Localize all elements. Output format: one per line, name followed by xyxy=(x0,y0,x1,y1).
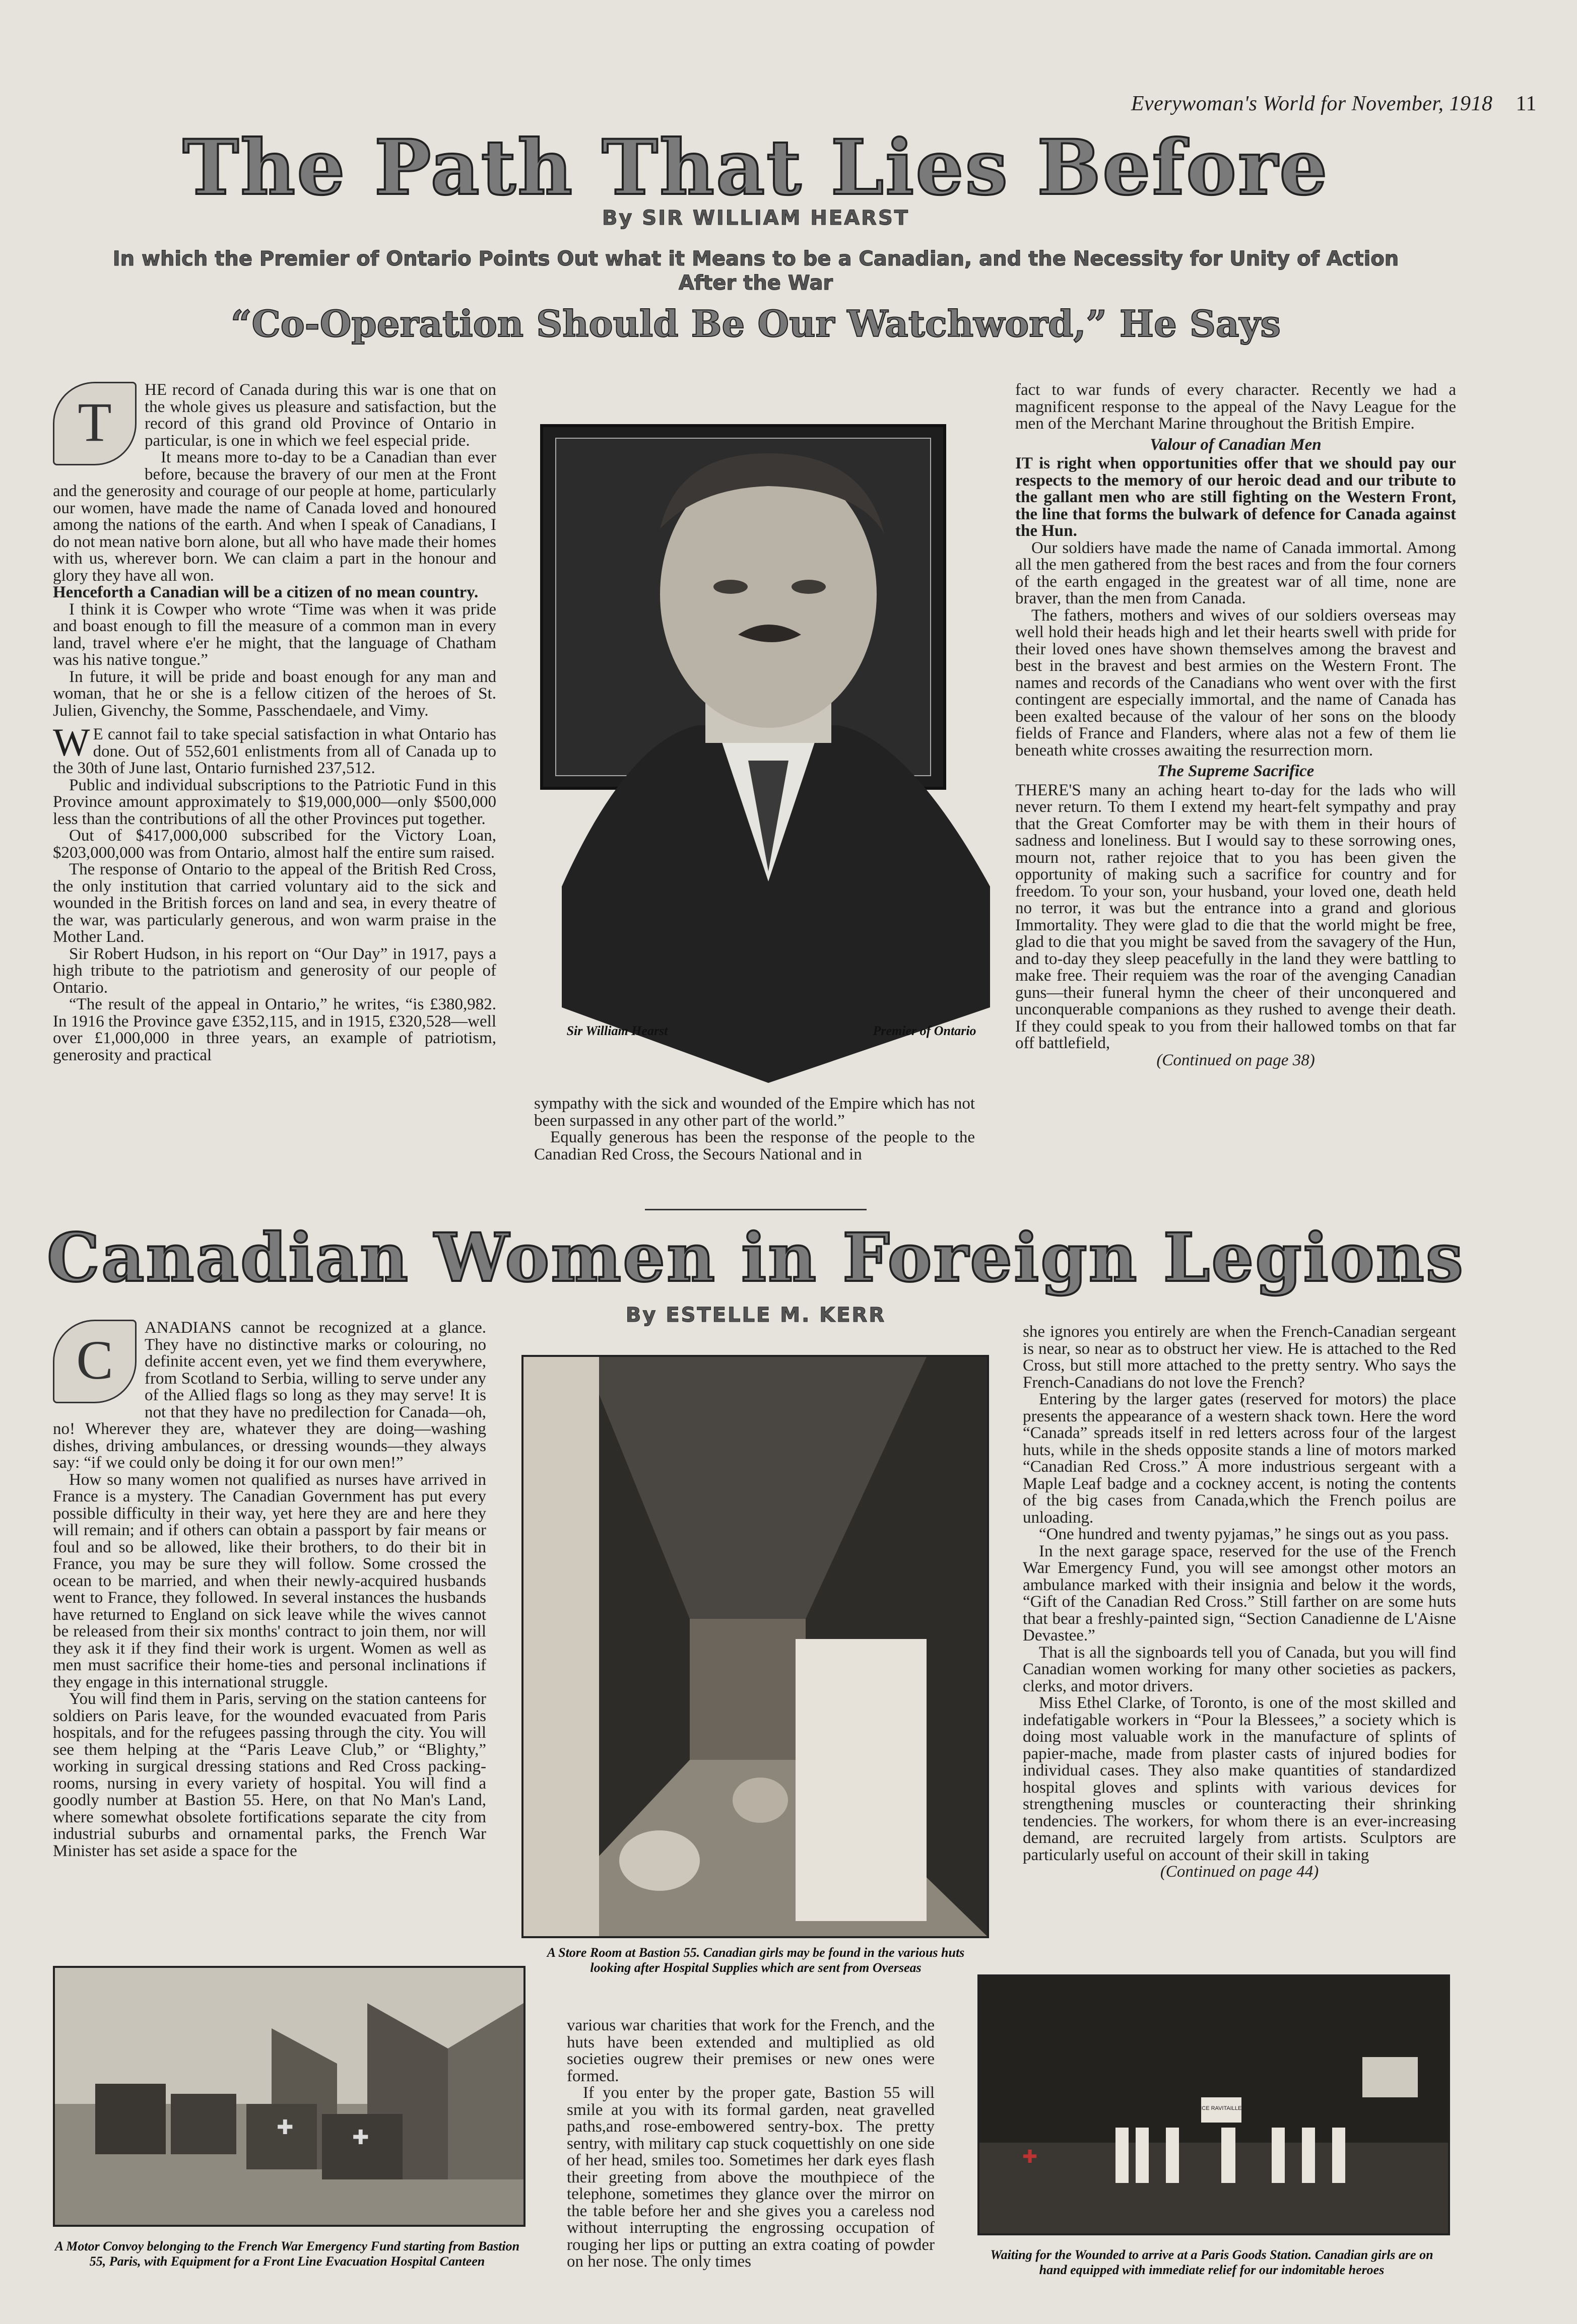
section-heading-sacrifice: The Supreme Sacrifice xyxy=(1157,762,1315,780)
dropcap-c: C xyxy=(53,1320,137,1403)
paragraph: In future, it will be pride and boast enough for any man and woman, that he or she is a fellow citizen of the heroes of St. Julien, Givenchy, the Somme, Passchendaele, and Vimy. xyxy=(53,667,496,720)
paragraph: “One hundred and twenty pyjamas,” he sings out as you pass. xyxy=(1039,1525,1449,1543)
paragraph: fact to war funds of every character. Recently we had a magnificent response to the appeal of the Navy League for the men of the Merchant Marine throughout the British Empire. xyxy=(1015,381,1456,433)
paragraph: Miss Ethel Clarke, of Toronto, is one of the most skilled and indefatigable workers in “Pour la Blessees,” a society which is doing most valuable work in the manufacture of splints of papier-mache, made from plaster casts of injured bodies for individual cases. They also make quantities of standardized hospital gloves and splints with various devices for strengthening muscles or counteracting their shrinking tendencies. The workers, for whom there is an ever-increasing demand, are recruited largely from artists. Sculptors are particularly useful on account of their skill in taking xyxy=(1023,1694,1456,1864)
article1-column-2 xyxy=(534,1096,975,1163)
paragraph: Public and individual subscriptions to the Patriotic Fund in this Province amount approximately to $19,000,000—only $500,000 less than the contributions of all the other Provinces put together. xyxy=(53,776,496,828)
article1-byline: By SIR WILLIAM HEARST xyxy=(602,207,910,230)
paragraph: It means more to-day to be a Canadian than ever before, because the bravery of our men at the Front and the generosity and courage of our people at home, particularly our women, have made the name of Canada loved and honoured among the nations of the earth. And when I speak of Canadians, I do not mean native born alone, but all who have made their homes with us, wherever born. We can claim a part in the honour and glory they have all won. xyxy=(53,448,496,585)
article1-title: The Path That Lies Before xyxy=(182,123,1329,212)
photo-motor-convoy xyxy=(53,1966,525,2227)
caption-goods-station: Waiting for the Wounded to arrive at a Paris Goods Station. Canadian girls are on hand equipped with immediate relief for our indomitable heroes xyxy=(990,2247,1433,2277)
section-heading-valour: Valour of Canadian Men xyxy=(1150,435,1322,454)
initial-w: W xyxy=(53,720,90,764)
article1-dek: In which the Premier of Ontario Points Out what it Means to be a Canadian, and the Necessity for Unity of Action After the War xyxy=(112,247,1399,295)
article2-column-1 xyxy=(53,1320,486,1860)
paragraph: That is all the signboards tell you of Canada, but you will find Canadian women working for many other societies as packers, clerks, and motor drivers. xyxy=(1023,1643,1456,1695)
magazine-name: Everywoman's World for November, 1918 xyxy=(1131,92,1493,115)
article2-byline: By ESTELLE M. KERR xyxy=(625,1304,886,1327)
paragraph: sympathy with the sick and wounded of the Empire which has not been surpassed in any other part of the world.” xyxy=(534,1095,975,1130)
paragraph: Out of $417,000,000 subscribed for the Victory Loan, $203,000,000 was from Ontario, almost half the entire sum raised. xyxy=(53,827,496,862)
paragraph: THERE'S many an aching heart to-day for the lads who will never return. To them I extend my heart-felt sympathy and pray that the Great Comforter may be with them in their hours of sadness and loneliness. But I would say to these sorrowing ones, mourn not, rather rejoice that to you has been given the opportunity of making such a sacrifice for country and for freedom. To your son, your husband, your loved one, death held no terror, it was but the entrance into a grand and glorious Immortality. They were glad to die that the world might be free, glad to die that you might be saved from the savagery of the Hun, and to-day they sleep peacefully in the land they were battling to make free. Their requiem was the roar of the avenging Canadian guns—their funeral hymn the cheer of their unconquered and unconquerable companions as they rushed to avenge their death. If they could speak to you from their hallowed tombs on that far off battlefield, xyxy=(1015,781,1456,1052)
paragraph: How so many women not qualified as nurses have arrived in France is a mystery. The Canadian Government has put every possible difficulty in their way, yet here they are and here they will remain; and if others can obtain a passport by fair means or foul and so be allowed, like their brothers, to do their bit in France, you may be sure they will follow. Some crossed the ocean to be married, and when their newly-acquired husbands went to France, they followed. In several instances the husbands have returned to England on sick leave while the wives cannot be released from their six months' contract to join them, nor will they ask it if they find their work is urgent. Women as well as men must sacrifice their home-ties and personal inclinations if they engage in this international struggle. xyxy=(53,1470,486,1691)
divider-rule xyxy=(645,1209,867,1210)
paragraph: In the next garage space, reserved for the use of the French War Emergency Fund, you will see amongst other motors an ambulance marked with their insignia and below it the words, “Gift of the Canadian Red Cross.” Still farther on are some huts that bear a freshly-painted sign, “Section Canadienne de L'Aisne Devastee.” xyxy=(1023,1542,1456,1645)
article1-column-3 xyxy=(1015,382,1456,1069)
article1-subhead: “Co-Operation Should Be Our Watchword,” He Says xyxy=(231,302,1281,345)
paragraph: The fathers, mothers and wives of our soldiers overseas may well hold their heads high and let their hearts swell with pride for their loved ones have shown themselves among the bravest and best in the bravest and best armies on the Western Front. The names and records of the Canadians who went over with the first contingent are especially immortal, and the name of Canada has been exalted because of the valour of her sons on the bloody fields of France and Flanders, where alas not a few of them lie beneath white crosses awaiting the resurrection morn. xyxy=(1015,606,1456,760)
paragraph-bold: Henceforth a Canadian will be a citizen of no mean country. xyxy=(53,583,479,601)
portrait-caption-right: Premier of Ontario xyxy=(873,1023,976,1038)
paragraph: IT is right when opportunities offer that we should pay our respects to the memory of our heroic dead and our tribute to the gallant men who are still fighting on the Western Front, the line that forms the bulwark of defence for Canada against the Hun. xyxy=(1015,454,1456,540)
paragraph: You will find them in Paris, serving on the station canteens for soldiers on Paris leave, for the wounded evacuated from Paris hospitals, and for the refugees passing through the city. You will see them helping at the “Paris Leave Club,” or “Blighty,” working in surgical dressing stations and Red Cross packing-rooms, nursing in every variety of hospital. You will find a goodly number at Bastion 55. Here, on that No Man's Land, where somewhat obsolete fortifications separate the city from industrial suburbs and ornamental parks, the French War Minister has set aside a space for the xyxy=(53,1690,486,1860)
article1-column-1 xyxy=(53,382,496,1064)
paragraph: The response of Ontario to the appeal of the British Red Cross, the only institution that carried voluntary aid to the sick and wounded in the British forces on land and sea, in every theatre of the war, was particularly generous, and won warm praise in the Mother Land. xyxy=(53,860,496,946)
paragraph: I think it is Cowper who wrote “Time was when it was pride and boast enough to fill the measure of a common man in every land, travel where e'er he might, that the language of Chatham was his native tongue.” xyxy=(53,600,496,669)
article2-column-2 xyxy=(567,2017,935,2271)
paragraph: Equally generous has been the response of the people to the Canadian Red Cross, the Secours National and in xyxy=(534,1128,975,1164)
station-sign: SERVICE RAVITAILLEMENT xyxy=(1185,2105,1258,2111)
paragraph: Entering by the larger gates (reserved for motors) the place presents the appearance of a western shack town. Here the word “Canada” spreads itself in red letters across four of the largest huts, while in the sheds opposite stands a line of motors marked “Canadian Red Cross.” A more industrious sergeant with a Maple Leaf badge and a cockney accent, is noting the contents of the big cases from Canada,which the French poilus are unloading. xyxy=(1023,1390,1456,1527)
article2-column-3 xyxy=(1023,1324,1456,1881)
svg-text:✚: ✚ xyxy=(1022,2147,1038,2167)
continued-note: (Continued on page 38) xyxy=(1156,1051,1315,1069)
caption-store-room: A Store Room at Bastion 55. Canadian girls may be found in the various huts looking after Hospital Supplies which are sent from Overseas xyxy=(547,1945,965,1975)
paragraph: If you enter by the proper gate, Bastion 55 will smile at you with its formal garden, neat gravelled paths,and rose-embowered sentry-box. The pretty sentry, with military cap stuck coquettishly on one side of her head, smiles too. Sometimes her dark eyes flash their greeting from above the mouthpiece of the telephone, sometimes they glance over the mirror on the table before her and she gives you a careless nod without interrupting the engrossing occupation of rouging her lips or putting an extra coating of powder on her nose. The only times xyxy=(567,2084,935,2271)
continued-note: (Continued on page 44) xyxy=(1160,1863,1319,1881)
portrait-caption-left: Sir William Hearst xyxy=(566,1023,668,1038)
svg-text:✚: ✚ xyxy=(352,2126,369,2149)
paragraph: HE record of Canada during this war is one that on the whole gives us pleasure and satisfaction, but the record of this grand old Province of Ontario in particular, is one in which we feel especial pride. xyxy=(145,381,496,450)
paragraph: Sir Robert Hudson, in his report on “Our Day” in 1917, pays a high tribute to the patriotism and generosity of our people of Ontario. xyxy=(53,944,496,997)
paragraph: “The result of the appeal in Ontario,” he writes, “is £380,982. In 1916 the Province gave £352,115, and in 1915, £320,528—well over £1,000,000 in three years, an example of patriotism, generosity and practical xyxy=(53,995,496,1064)
photo-goods-station xyxy=(977,1974,1450,2235)
page-number: 11 xyxy=(1516,92,1537,115)
article2-title: Canadian Women in Foreign Legions xyxy=(46,1219,1465,1297)
paragraph: various war charities that work for the French, and the huts have been extended and multiplied as old societies ougrew their premises or new ones were formed. xyxy=(567,2016,935,2085)
paragraph: ANADIANS cannot be recognized at a glance. They have no distinctive marks or colouring, no definite accent even, yet we find them everywhere, from Scotland to Serbia, willing to serve under any of the Allied flags so long as they may serve! It is not that they have no predilection for Canada—oh, no! Wherever they are, whatever they are doing—washing dishes, driving ambulances, or dressing wounds—they always say: “if we could only be doing it for our own men!” xyxy=(53,1319,486,1472)
running-head xyxy=(1131,92,1537,116)
portrait-sir-william-hearst xyxy=(537,378,1000,1093)
dropcap-t: T xyxy=(53,382,137,465)
photo-store-room xyxy=(521,1355,989,1938)
paragraph: she ignores you entirely are when the French-Canadian sergeant is near, so near as to obstruct her view. He is attached to the Red Cross, but still more attached to the pretty sentry. Who says the French-Canadians do not love the French? xyxy=(1023,1323,1456,1392)
caption-motor-convoy: A Motor Convoy belonging to the French War Emergency Fund starting from Bastion 55, Paris, with Equipment for a Front Line Evacuation Hospital Canteen xyxy=(54,2239,520,2269)
paragraph: W E cannot fail to take special satisfaction in what Ontario has done. Out of 552,601 enlistments from all of Canada up to the 30th of June last, Ontario furnished 237,512. xyxy=(53,720,496,777)
paragraph: Our soldiers have made the name of Canada immortal. Among all the men gathered from the best races and from the four corners of the earth engaged in the greatest war of all time, none are braver, than the men from Canada. xyxy=(1015,538,1456,607)
svg-text:✚: ✚ xyxy=(277,2116,294,2139)
